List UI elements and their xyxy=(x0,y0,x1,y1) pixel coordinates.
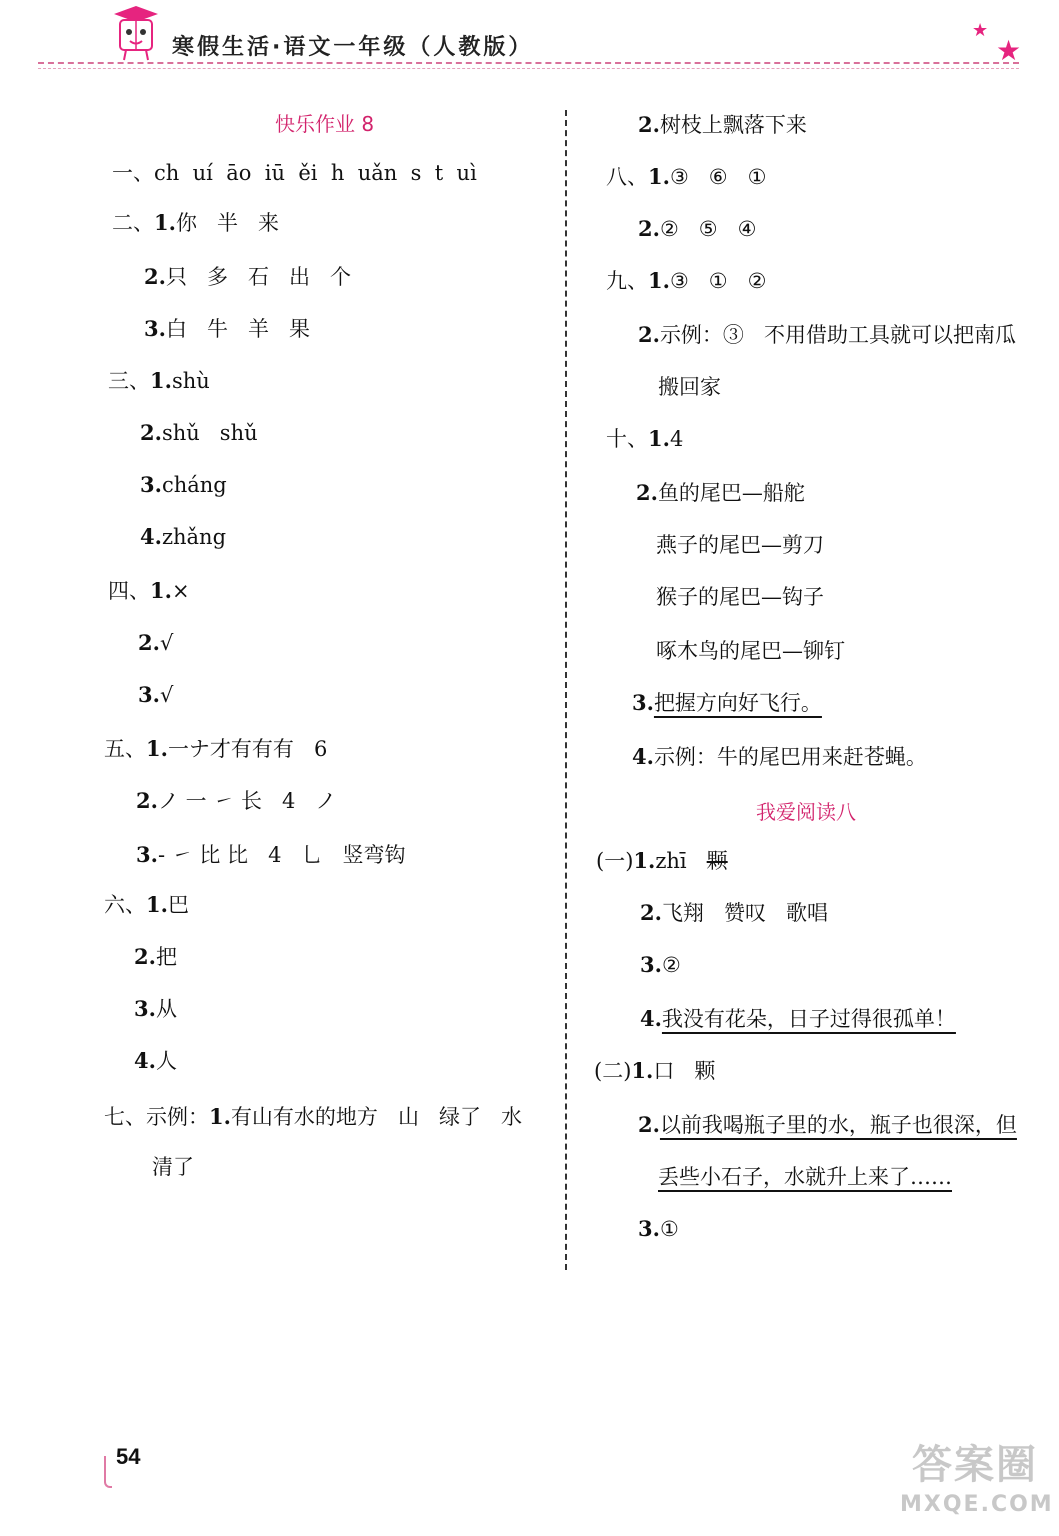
answer-line-9-1 xyxy=(606,266,766,296)
answer-line-3-3 xyxy=(140,470,227,500)
item-number: 1. xyxy=(633,848,656,873)
answer-line-3-1 xyxy=(108,366,210,396)
question-number: 十、 xyxy=(606,427,648,451)
question-number: 九、 xyxy=(606,269,648,293)
answer-text: 人 xyxy=(155,1049,177,1073)
section-title: 快乐作业 8 xyxy=(275,112,375,136)
item-number: 1. xyxy=(631,1058,654,1083)
reading-2-line-2-cont: 丢些小石子，水就升上来了…… xyxy=(658,1165,952,1189)
reading-1-line-1 xyxy=(596,846,728,876)
reading-2-line-3 xyxy=(638,1214,679,1244)
reading-section-title: 我爱阅读八 xyxy=(756,800,856,824)
answer-text: 一ナ才有有有 6 xyxy=(167,737,328,761)
answer-line-3-2 xyxy=(140,418,258,448)
item-number: 1. xyxy=(648,164,670,189)
header-dashed-rule-secondary xyxy=(38,68,1019,69)
question-number: (一) xyxy=(596,849,634,873)
answer-line-5-2 xyxy=(136,786,336,816)
question-number: (二) xyxy=(594,1059,632,1083)
item-number: 2. xyxy=(136,788,158,813)
item-number: 2. xyxy=(638,216,660,241)
answer-line-10-2 xyxy=(636,478,805,508)
answer-text: ch uí āo iū ěi h uǎn s t uì xyxy=(154,161,477,185)
item-number: 1. xyxy=(209,1104,231,1129)
answer-line-6-3 xyxy=(134,994,177,1024)
answer-line-4-1 xyxy=(108,576,190,606)
item-number: 2. xyxy=(144,264,166,289)
item-number: 1. xyxy=(146,736,168,761)
watermark-logo-text: 答案圈 xyxy=(912,1442,1038,1488)
item-number: 3. xyxy=(144,316,166,341)
answer-line-4-3 xyxy=(138,680,173,710)
answer-line-8-2 xyxy=(638,214,756,244)
item-number: 2. xyxy=(636,480,658,505)
answer-text: 巴 xyxy=(167,893,189,917)
item-number: 2. xyxy=(138,630,160,655)
answer-text: ① xyxy=(659,1217,679,1241)
item-number: 3. xyxy=(138,682,160,707)
item-number: 3. xyxy=(140,472,162,497)
answer-line-7-2 xyxy=(638,110,807,140)
answer-line-5-3 xyxy=(136,840,406,870)
answer-line-7-1 xyxy=(104,1102,522,1132)
answer-line-2-1 xyxy=(112,208,279,238)
item-number: 1. xyxy=(146,892,168,917)
header-title: 寒假生活·语文一年级（人教版） xyxy=(172,35,534,60)
question-number: 四、 xyxy=(108,579,150,603)
item-number: 2. xyxy=(140,420,162,445)
star-icon: ★ xyxy=(972,20,989,41)
answer-text: 把 xyxy=(155,945,177,969)
answer-text: zhī xyxy=(655,849,687,873)
item-number: 3. xyxy=(638,1216,660,1241)
item-number: 4. xyxy=(640,1006,662,1031)
item-number: 4. xyxy=(140,524,162,549)
column-divider xyxy=(565,110,567,1270)
answer-text: √ xyxy=(159,631,174,655)
question-number: 五、 xyxy=(104,737,146,761)
answer-line-3-4 xyxy=(140,522,226,552)
answer-text: cháng xyxy=(161,473,227,497)
answer-text: 只 多 石 出 个 xyxy=(165,265,352,289)
answer-text: 示例：③ 不用借助工具就可以把南瓜 xyxy=(659,323,1016,347)
page-number: 54 xyxy=(116,1444,141,1469)
answer-text: 树枝上飘落下来 xyxy=(659,113,807,137)
question-number: 七、 xyxy=(104,1105,146,1129)
answer-line-9-2 xyxy=(638,320,1016,350)
answer-text: 把握方向好飞行。 xyxy=(653,691,822,715)
answer-text: 以前我喝瓶子里的水，瓶子也很深，但 xyxy=(659,1113,1017,1137)
question-number: 三、 xyxy=(108,369,150,393)
pair-line: 燕子的尾巴—剪刀 xyxy=(656,533,824,557)
item-number: 3. xyxy=(136,842,158,867)
item-number: 1. xyxy=(648,268,670,293)
item-number: 1. xyxy=(150,368,172,393)
answer-line-6-2 xyxy=(134,942,177,972)
answer-text: shǔ shǔ xyxy=(161,421,258,445)
item-number: 3. xyxy=(134,996,156,1021)
reading-1-line-3 xyxy=(640,950,681,980)
answer-text: 我没有花朵，日子过得很孤单！ xyxy=(661,1007,956,1031)
item-number: 2. xyxy=(640,900,662,925)
item-number: 3. xyxy=(640,952,662,977)
answer-text: 有山有水的地方 山 绿了 水 xyxy=(230,1105,523,1129)
book-mascot-icon xyxy=(106,4,166,64)
answer-line-2-2 xyxy=(144,262,351,292)
item-number: 4. xyxy=(134,1048,156,1073)
item-number: 2. xyxy=(638,1112,660,1137)
answer-text: 口 颗 xyxy=(653,1059,716,1083)
answer-line-1 xyxy=(112,158,477,188)
answer-text: √ xyxy=(159,683,174,707)
page-header xyxy=(0,0,1059,80)
answer-line-10-4 xyxy=(632,742,927,772)
reading-2-line-1 xyxy=(594,1056,715,1086)
answer-line-6-4 xyxy=(134,1046,177,1076)
answer-line-8-1 xyxy=(606,162,766,192)
example-prefix: 示例： xyxy=(146,1105,209,1129)
header-dashed-rule xyxy=(38,62,1019,64)
question-number: 一、 xyxy=(112,161,154,185)
answer-line-5-1 xyxy=(104,734,327,764)
answer-text: 白 牛 羊 果 xyxy=(165,317,311,341)
answer-text: 4 xyxy=(669,427,684,451)
pair-line: 猴子的尾巴—钩子 xyxy=(656,585,824,609)
answer-line-2-3 xyxy=(144,314,310,344)
answer-text: 飞翔 赞叹 歌唱 xyxy=(661,901,828,925)
item-number: 1. xyxy=(154,210,176,235)
item-number: 1. xyxy=(648,426,670,451)
answer-text: ③ ⑥ ① xyxy=(669,165,767,189)
star-icon: ★ xyxy=(996,34,1022,67)
answer-text: 你 半 来 xyxy=(175,211,279,235)
question-number: 八、 xyxy=(606,165,648,189)
answer-line-9-2-cont: 搬回家 xyxy=(658,375,721,399)
reading-1-line-2 xyxy=(640,898,828,928)
answer-text: × xyxy=(171,579,190,603)
watermark xyxy=(900,1440,1054,1530)
answer-line-10-1 xyxy=(606,424,683,454)
item-number: 2. xyxy=(638,112,660,137)
answer-text: ③ ① ② xyxy=(669,269,767,293)
reading-1-line-4 xyxy=(640,1004,956,1034)
item-number: 4. xyxy=(632,744,654,769)
answer-line-7-1-cont: 清了 xyxy=(152,1155,194,1179)
answer-line-4-2 xyxy=(138,628,173,658)
pair-line: 啄木鸟的尾巴—铆钉 xyxy=(656,639,845,663)
item-number: 2. xyxy=(134,944,156,969)
question-number: 二、 xyxy=(112,211,154,235)
answer-text: ② ⑤ ④ xyxy=(659,217,757,241)
answer-text: - ㇀ 比 比 4 乚 竖弯钩 xyxy=(157,843,406,867)
answer-text: 示例：牛的尾巴用来赶苍蝇。 xyxy=(653,745,927,769)
answer-text: zhǎng xyxy=(161,525,227,549)
answer-text-corrected: 颗 xyxy=(706,849,728,873)
answer-text: shù xyxy=(171,369,210,393)
watermark-url: MXQE.COM xyxy=(900,1492,1054,1517)
question-number: 六、 xyxy=(104,893,146,917)
answer-line-6-1 xyxy=(104,890,189,920)
item-number: 3. xyxy=(632,690,654,715)
item-number: 1. xyxy=(150,578,172,603)
reading-2-line-2 xyxy=(638,1110,1017,1140)
answer-text: 鱼的尾巴—船舵 xyxy=(657,481,805,505)
answer-text: ノ 一 ㇀ 长 4 ノ xyxy=(157,789,337,813)
page-number-decoration xyxy=(104,1456,112,1488)
answer-text: 从 xyxy=(155,997,177,1021)
answer-line-10-3 xyxy=(632,688,822,718)
item-number: 2. xyxy=(638,322,660,347)
answer-text: ② xyxy=(661,953,681,977)
